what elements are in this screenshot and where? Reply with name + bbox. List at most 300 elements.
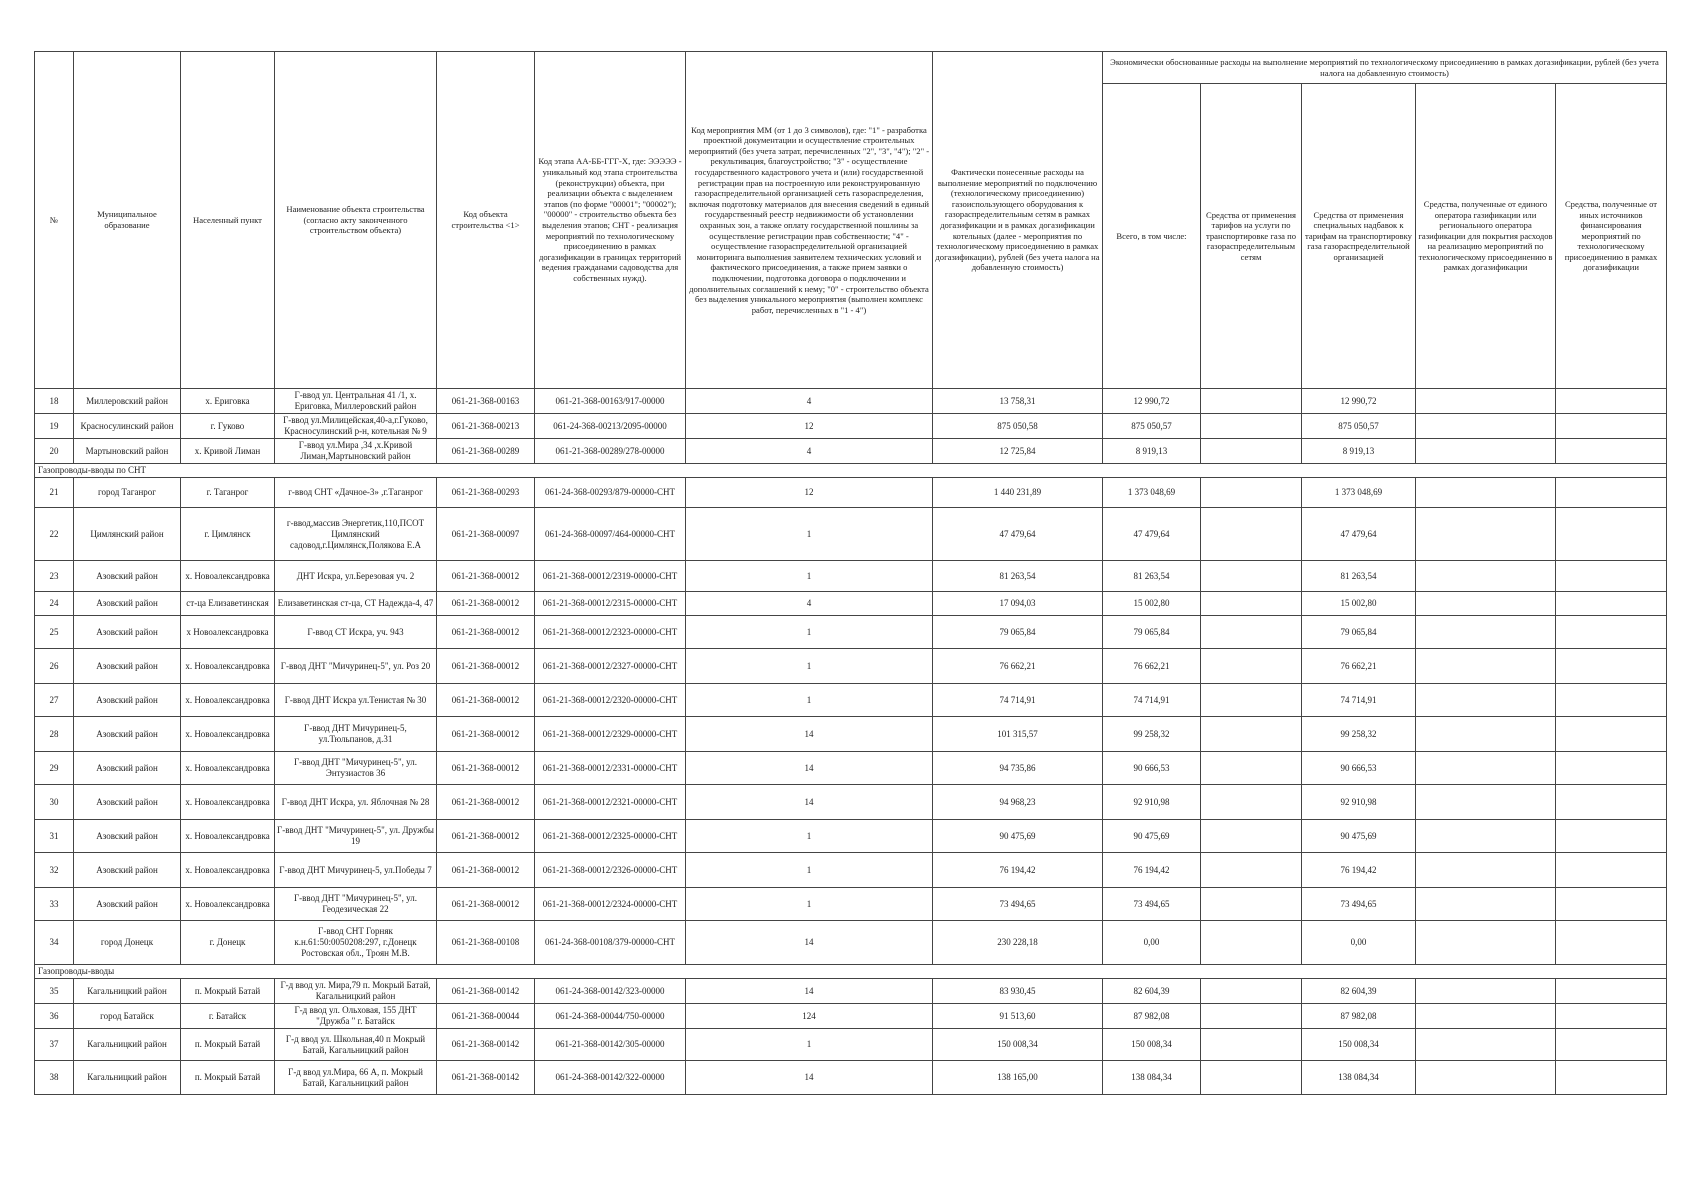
actual-costs-cell: 73 494,65: [933, 888, 1103, 921]
stage-code-cell: 061-21-368-00012/2331-00000-СНТ: [535, 752, 686, 785]
total-cell: 81 263,54: [1103, 561, 1201, 592]
table-row: [35, 785, 1667, 820]
actual-costs-cell: 17 094,03: [933, 592, 1103, 616]
operator-funds-cell: [1416, 561, 1556, 592]
object-name-cell: Г-ввод ул.Мира ,34 ,х.Кривой Лиман,Мартыновский район: [275, 439, 437, 464]
other-funds-cell: [1556, 785, 1667, 820]
stage-code-cell: 061-21-368-00012/2325-00000-СНТ: [535, 820, 686, 853]
municipality-cell: Кагальницкий район: [74, 979, 181, 1004]
stage-code-cell: 061-24-368-00108/379-00000-СНТ: [535, 921, 686, 965]
settlement-cell: г. Донецк: [181, 921, 275, 965]
row-number: 28: [35, 717, 74, 752]
total-cell: 73 494,65: [1103, 888, 1201, 921]
other-funds-cell: [1556, 561, 1667, 592]
surcharge-funds-cell: 81 263,54: [1302, 561, 1416, 592]
tariff-funds-cell: [1201, 853, 1302, 888]
object-code-cell: 061-21-368-00012: [437, 616, 535, 649]
object-name-cell: Г-ввод ДНТ "Мичуринец-5", ул. Геодезическая 22: [275, 888, 437, 921]
table-row: [35, 921, 1667, 965]
row-number: 19: [35, 414, 74, 439]
stage-code-cell: 061-24-368-00142/323-00000: [535, 979, 686, 1004]
row-number: 18: [35, 389, 74, 414]
total-cell: 47 479,64: [1103, 508, 1201, 561]
section-row: [35, 464, 1667, 478]
municipality-cell: Азовский район: [74, 649, 181, 684]
municipality-cell: Азовский район: [74, 684, 181, 717]
operator-funds-cell: [1416, 1004, 1556, 1029]
activity-code-cell: 1: [686, 508, 933, 561]
table-row: [35, 414, 1667, 439]
object-name-cell: Г-ввод ДНТ Искра ул.Тенистая № 30: [275, 684, 437, 717]
activity-code-cell: 14: [686, 752, 933, 785]
activity-code-cell: 1: [686, 853, 933, 888]
other-funds-cell: [1556, 1029, 1667, 1061]
activity-code-cell: 1: [686, 888, 933, 921]
actual-costs-cell: 81 263,54: [933, 561, 1103, 592]
table-row: [35, 439, 1667, 464]
surcharge-funds-cell: 875 050,57: [1302, 414, 1416, 439]
other-funds-cell: [1556, 820, 1667, 853]
tariff-funds-cell: [1201, 439, 1302, 464]
stage-code-cell: 061-21-368-00142/305-00000: [535, 1029, 686, 1061]
stage-code-cell: 061-21-368-00289/278-00000: [535, 439, 686, 464]
surcharge-funds-cell: 150 008,34: [1302, 1029, 1416, 1061]
municipality-cell: Азовский район: [74, 717, 181, 752]
total-cell: 76 194,42: [1103, 853, 1201, 888]
tariff-funds-cell: [1201, 785, 1302, 820]
section-label-snt: Газопроводы-вводы по СНТ: [35, 464, 1667, 478]
settlement-cell: х. Новоалександровка: [181, 853, 275, 888]
table-row: [35, 1004, 1667, 1029]
row-number: 34: [35, 921, 74, 965]
settlement-cell: п. Мокрый Батай: [181, 1029, 275, 1061]
total-cell: 99 258,32: [1103, 717, 1201, 752]
tariff-funds-cell: [1201, 684, 1302, 717]
operator-funds-cell: [1416, 1029, 1556, 1061]
operator-funds-cell: [1416, 853, 1556, 888]
operator-funds-cell: [1416, 785, 1556, 820]
other-funds-cell: [1556, 752, 1667, 785]
gasification-table: [34, 51, 1667, 1095]
col-header-tariff-funds: Средства от применения тарифов на услуги по транспортировке газа по газораспределительным сетям: [1201, 84, 1302, 389]
table-row: [35, 616, 1667, 649]
table-row: [35, 820, 1667, 853]
operator-funds-cell: [1416, 439, 1556, 464]
table-row: [35, 684, 1667, 717]
other-funds-cell: [1556, 478, 1667, 508]
row-number: 36: [35, 1004, 74, 1029]
other-funds-cell: [1556, 616, 1667, 649]
settlement-cell: х. Новоалександровка: [181, 888, 275, 921]
object-code-cell: 061-21-368-00012: [437, 888, 535, 921]
actual-costs-cell: 138 165,00: [933, 1061, 1103, 1095]
municipality-cell: Красносулинский район: [74, 414, 181, 439]
col-header-surcharge-funds: Средства от применения специальных надбавок к тарифам на транспортировку газа газораспределительной организацией: [1302, 84, 1416, 389]
municipality-cell: Кагальницкий район: [74, 1029, 181, 1061]
other-funds-cell: [1556, 853, 1667, 888]
object-code-cell: 061-21-368-00044: [437, 1004, 535, 1029]
object-name-cell: Г-ввод ДНТ Мичуринец-5, ул.Тюльпанов, д.31: [275, 717, 437, 752]
actual-costs-cell: 90 475,69: [933, 820, 1103, 853]
col-header-object-code: Код объекта строительства <1>: [437, 52, 535, 389]
surcharge-funds-cell: 90 666,53: [1302, 752, 1416, 785]
col-header-operator-funds: Средства, полученные от единого оператора газификации или регионального оператора газификации для покрытия расходов на реализацию мероприятий по технологическому присоединению в рамках догазификации: [1416, 84, 1556, 389]
activity-code-cell: 1: [686, 561, 933, 592]
settlement-cell: х. Ериговка: [181, 389, 275, 414]
actual-costs-cell: 47 479,64: [933, 508, 1103, 561]
actual-costs-cell: 79 065,84: [933, 616, 1103, 649]
tariff-funds-cell: [1201, 478, 1302, 508]
surcharge-funds-cell: 82 604,39: [1302, 979, 1416, 1004]
table-row: [35, 717, 1667, 752]
surcharge-funds-cell: 138 084,34: [1302, 1061, 1416, 1095]
total-cell: 12 990,72: [1103, 389, 1201, 414]
object-name-cell: ДНТ Искра, ул.Березовая уч. 2: [275, 561, 437, 592]
activity-code-cell: 1: [686, 820, 933, 853]
tariff-funds-cell: [1201, 414, 1302, 439]
settlement-cell: х. Новоалександровка: [181, 820, 275, 853]
other-funds-cell: [1556, 508, 1667, 561]
operator-funds-cell: [1416, 1061, 1556, 1095]
object-code-cell: 061-21-368-00163: [437, 389, 535, 414]
section-row: [35, 965, 1667, 979]
row-number: 29: [35, 752, 74, 785]
table-row: [35, 1061, 1667, 1095]
object-name-cell: г-ввод,массив Энергетик,110,ПСОТ Цимлянский садовод,г.Цимлянск,Полякова Е.А: [275, 508, 437, 561]
object-name-cell: г-ввод СНТ «Дачное-3» ,г.Таганрог: [275, 478, 437, 508]
operator-funds-cell: [1416, 508, 1556, 561]
stage-code-cell: 061-21-368-00012/2329-00000-СНТ: [535, 717, 686, 752]
surcharge-funds-cell: 87 982,08: [1302, 1004, 1416, 1029]
other-funds-cell: [1556, 389, 1667, 414]
other-funds-cell: [1556, 1061, 1667, 1095]
settlement-cell: х. Кривой Лиман: [181, 439, 275, 464]
object-code-cell: 061-21-368-00108: [437, 921, 535, 965]
surcharge-funds-cell: 99 258,32: [1302, 717, 1416, 752]
municipality-cell: Азовский район: [74, 785, 181, 820]
object-name-cell: Елизаветинская ст-ца, СТ Надежда-4, 47: [275, 592, 437, 616]
operator-funds-cell: [1416, 820, 1556, 853]
settlement-cell: х. Новоалександровка: [181, 684, 275, 717]
actual-costs-cell: 76 662,21: [933, 649, 1103, 684]
activity-code-cell: 1: [686, 616, 933, 649]
surcharge-funds-cell: 79 065,84: [1302, 616, 1416, 649]
activity-code-cell: 12: [686, 478, 933, 508]
object-code-cell: 061-21-368-00293: [437, 478, 535, 508]
operator-funds-cell: [1416, 649, 1556, 684]
object-name-cell: Г-д ввод ул. Школьная,40 п Мокрый Батай, Кагальницкий район: [275, 1029, 437, 1061]
activity-code-cell: 14: [686, 979, 933, 1004]
surcharge-funds-cell: 12 990,72: [1302, 389, 1416, 414]
other-funds-cell: [1556, 979, 1667, 1004]
row-number: 33: [35, 888, 74, 921]
table-row: [35, 561, 1667, 592]
object-name-cell: Г-ввод ДНТ "Мичуринец-5", ул. Роз 20: [275, 649, 437, 684]
stage-code-cell: 061-21-368-00012/2326-00000-СНТ: [535, 853, 686, 888]
municipality-cell: Азовский район: [74, 853, 181, 888]
object-code-cell: 061-21-368-00097: [437, 508, 535, 561]
object-code-cell: 061-21-368-00012: [437, 649, 535, 684]
settlement-cell: х. Новоалександровка: [181, 717, 275, 752]
object-name-cell: Г-д ввод ул. Ольховая, 155 ДНТ "Дружба " г. Батайск: [275, 1004, 437, 1029]
tariff-funds-cell: [1201, 717, 1302, 752]
table-row: [35, 592, 1667, 616]
stage-code-cell: 061-21-368-00012/2319-00000-СНТ: [535, 561, 686, 592]
surcharge-funds-cell: 73 494,65: [1302, 888, 1416, 921]
object-code-cell: 061-21-368-00012: [437, 592, 535, 616]
activity-code-cell: 14: [686, 921, 933, 965]
tariff-funds-cell: [1201, 508, 1302, 561]
stage-code-cell: 061-21-368-00012/2324-00000-СНТ: [535, 888, 686, 921]
actual-costs-cell: 12 725,84: [933, 439, 1103, 464]
activity-code-cell: 4: [686, 439, 933, 464]
table-row: [35, 389, 1667, 414]
object-code-cell: 061-21-368-00012: [437, 853, 535, 888]
total-cell: 0,00: [1103, 921, 1201, 965]
activity-code-cell: 12: [686, 414, 933, 439]
tariff-funds-cell: [1201, 389, 1302, 414]
tariff-funds-cell: [1201, 1061, 1302, 1095]
total-cell: 875 050,57: [1103, 414, 1201, 439]
total-cell: 1 373 048,69: [1103, 478, 1201, 508]
object-code-cell: 061-21-368-00289: [437, 439, 535, 464]
table-row: [35, 752, 1667, 785]
other-funds-cell: [1556, 684, 1667, 717]
table-row: [35, 649, 1667, 684]
actual-costs-cell: 1 440 231,89: [933, 478, 1103, 508]
operator-funds-cell: [1416, 888, 1556, 921]
object-name-cell: Г-д ввод ул. Мира,79 п. Мокрый Батай, Кагальницкий район: [275, 979, 437, 1004]
activity-code-cell: 4: [686, 389, 933, 414]
total-cell: 82 604,39: [1103, 979, 1201, 1004]
actual-costs-cell: 101 315,57: [933, 717, 1103, 752]
total-cell: 150 008,34: [1103, 1029, 1201, 1061]
object-name-cell: Г-ввод СТ Искра, уч. 943: [275, 616, 437, 649]
settlement-cell: х. Новоалександровка: [181, 752, 275, 785]
actual-costs-cell: 875 050,58: [933, 414, 1103, 439]
municipality-cell: город Батайск: [74, 1004, 181, 1029]
activity-code-cell: 4: [686, 592, 933, 616]
municipality-cell: Азовский район: [74, 616, 181, 649]
activity-code-cell: 124: [686, 1004, 933, 1029]
table-row: [35, 1029, 1667, 1061]
row-number: 23: [35, 561, 74, 592]
stage-code-cell: 061-21-368-00012/2315-00000-СНТ: [535, 592, 686, 616]
surcharge-funds-cell: 1 373 048,69: [1302, 478, 1416, 508]
tariff-funds-cell: [1201, 979, 1302, 1004]
tariff-funds-cell: [1201, 592, 1302, 616]
other-funds-cell: [1556, 439, 1667, 464]
other-funds-cell: [1556, 717, 1667, 752]
activity-code-cell: 14: [686, 717, 933, 752]
operator-funds-cell: [1416, 616, 1556, 649]
row-number: 31: [35, 820, 74, 853]
actual-costs-cell: 230 228,18: [933, 921, 1103, 965]
other-funds-cell: [1556, 1004, 1667, 1029]
operator-funds-cell: [1416, 389, 1556, 414]
municipality-cell: Азовский район: [74, 561, 181, 592]
surcharge-funds-cell: 8 919,13: [1302, 439, 1416, 464]
other-funds-cell: [1556, 649, 1667, 684]
object-name-cell: Г-ввод ДНТ "Мичуринец-5", ул. Дружбы 19: [275, 820, 437, 853]
object-name-cell: Г-д ввод ул.Мира, 66 А, п. Мокрый Батай, Кагальницкий район: [275, 1061, 437, 1095]
actual-costs-cell: 150 008,34: [933, 1029, 1103, 1061]
activity-code-cell: 1: [686, 1029, 933, 1061]
stage-code-cell: 061-21-368-00012/2323-00000-СНТ: [535, 616, 686, 649]
stage-code-cell: 061-21-368-00012/2327-00000-СНТ: [535, 649, 686, 684]
other-funds-cell: [1556, 414, 1667, 439]
table-row: [35, 853, 1667, 888]
col-header-stage-code: Код этапа АА-ББ-ГГГ-Х, где: ЭЭЭЭЭ - уникальный код этапа строительства (реконструкции) объекта, при реализации объекта с выделением этапов (по форме "00001"; "00002"); "00000" - строительство объекта без выделения этапов; СНТ - реализация мероприятий по технологическому присоединению в рамках догазификации в границах территорий ведения гражданами садоводства для собственных нужд).: [535, 52, 686, 389]
surcharge-funds-cell: 92 910,98: [1302, 785, 1416, 820]
row-number: 35: [35, 979, 74, 1004]
object-code-cell: 061-21-368-00213: [437, 414, 535, 439]
object-code-cell: 061-21-368-00142: [437, 1061, 535, 1095]
object-name-cell: Г-ввод ул. Центральная 41 /1, х. Ериговка, Миллеровский район: [275, 389, 437, 414]
actual-costs-cell: 83 930,45: [933, 979, 1103, 1004]
settlement-cell: х Новоалександровка: [181, 616, 275, 649]
object-name-cell: Г-ввод ДНТ "Мичуринец-5", ул. Энтузиастов 36: [275, 752, 437, 785]
tariff-funds-cell: [1201, 561, 1302, 592]
settlement-cell: х. Новоалександровка: [181, 785, 275, 820]
object-code-cell: 061-21-368-00012: [437, 752, 535, 785]
tariff-funds-cell: [1201, 888, 1302, 921]
col-header-activity-code: Код мероприятия ММ (от 1 до 3 символов), где: "1" - разработка проектной документации и осуществление строительных мероприятий (без учета затрат, перечисленных "2", "3", "4"); "2" - рекультивация, благоустройство; "3" - осуществление государственного кадастрового учета и (или) государственной регистрации прав на построенную или реконструированную газораспределительной организацией сеть газораспределения, включая подготовку материалов для внесения сведений в единый государственный реестр недвижимости об установлении охранных зон, а также оплату государственной пошлины за осуществление регистрации прав собственности; "4" - осуществление газораспределительной организацией мониторинга выполнения заявителем технических условий и фактического присоединения, а также прием заявки о подключении, подготовка договора о подключении и дополнительных соглашений к нему; "0" - строительство объекта без выделения уникального мероприятия (выполнен комплекс работ, перечисленных в "1 - 4"): [686, 52, 933, 389]
operator-funds-cell: [1416, 752, 1556, 785]
stage-code-cell: 061-24-368-00293/879-00000-СНТ: [535, 478, 686, 508]
total-cell: 87 982,08: [1103, 1004, 1201, 1029]
row-number: 38: [35, 1061, 74, 1095]
surcharge-funds-cell: 74 714,91: [1302, 684, 1416, 717]
operator-funds-cell: [1416, 684, 1556, 717]
col-header-group-justified-costs: Экономически обоснованные расходы на выполнение мероприятий по технологическому присоединению в рамках догазификации, рублей (без учета налога на добавленную стоимость): [1103, 52, 1667, 84]
surcharge-funds-cell: 47 479,64: [1302, 508, 1416, 561]
total-cell: 15 002,80: [1103, 592, 1201, 616]
row-number: 24: [35, 592, 74, 616]
total-cell: 92 910,98: [1103, 785, 1201, 820]
operator-funds-cell: [1416, 478, 1556, 508]
stage-code-cell: 061-24-368-00142/322-00000: [535, 1061, 686, 1095]
actual-costs-cell: 74 714,91: [933, 684, 1103, 717]
municipality-cell: Кагальницкий район: [74, 1061, 181, 1095]
activity-code-cell: 14: [686, 785, 933, 820]
stage-code-cell: 061-24-368-00213/2095-00000: [535, 414, 686, 439]
row-number: 21: [35, 478, 74, 508]
object-code-cell: 061-21-368-00012: [437, 717, 535, 752]
actual-costs-cell: 94 968,23: [933, 785, 1103, 820]
section-label-inputs: Газопроводы-вводы: [35, 965, 1667, 979]
activity-code-cell: 1: [686, 649, 933, 684]
table-row: [35, 888, 1667, 921]
surcharge-funds-cell: 76 194,42: [1302, 853, 1416, 888]
activity-code-cell: 14: [686, 1061, 933, 1095]
municipality-cell: Азовский район: [74, 820, 181, 853]
object-code-cell: 061-21-368-00142: [437, 1029, 535, 1061]
settlement-cell: г. Гуково: [181, 414, 275, 439]
operator-funds-cell: [1416, 979, 1556, 1004]
row-number: 26: [35, 649, 74, 684]
stage-code-cell: 061-21-368-00012/2320-00000-СНТ: [535, 684, 686, 717]
operator-funds-cell: [1416, 921, 1556, 965]
table-row: [35, 508, 1667, 561]
col-header-settlement: Населенный пункт: [181, 52, 275, 389]
settlement-cell: г. Батайск: [181, 1004, 275, 1029]
settlement-cell: ст-ца Елизаветинская: [181, 592, 275, 616]
actual-costs-cell: 76 194,42: [933, 853, 1103, 888]
object-name-cell: Г-ввод СНТ Горняк к.н.61:50:0050208:297, г.Донецк Ростовская обл., Троян М.В.: [275, 921, 437, 965]
stage-code-cell: 061-21-368-00163/917-00000: [535, 389, 686, 414]
actual-costs-cell: 13 758,31: [933, 389, 1103, 414]
stage-code-cell: 061-24-368-00097/464-00000-СНТ: [535, 508, 686, 561]
object-name-cell: Г-ввод ДНТ Мичуринец-5, ул.Победы 7: [275, 853, 437, 888]
object-name-cell: Г-ввод ДНТ Искра, ул. Яблочная № 28: [275, 785, 437, 820]
row-number: 32: [35, 853, 74, 888]
operator-funds-cell: [1416, 717, 1556, 752]
tariff-funds-cell: [1201, 616, 1302, 649]
settlement-cell: п. Мокрый Батай: [181, 1061, 275, 1095]
col-header-object-name: Наименование объекта строительства (согласно акту законченного строительством объекта): [275, 52, 437, 389]
total-cell: 90 666,53: [1103, 752, 1201, 785]
table-row: [35, 979, 1667, 1004]
tariff-funds-cell: [1201, 1029, 1302, 1061]
total-cell: 76 662,21: [1103, 649, 1201, 684]
operator-funds-cell: [1416, 414, 1556, 439]
col-header-num: №: [35, 52, 74, 389]
col-header-total: Всего, в том числе:: [1103, 84, 1201, 389]
row-number: 30: [35, 785, 74, 820]
object-name-cell: Г-ввод ул.Милицейская,40-а,г.Гуково, Красносулинский р-н, котельная № 9: [275, 414, 437, 439]
row-number: 22: [35, 508, 74, 561]
report-page: [34, 51, 1666, 1095]
table-row: [35, 478, 1667, 508]
surcharge-funds-cell: 90 475,69: [1302, 820, 1416, 853]
object-code-cell: 061-21-368-00012: [437, 820, 535, 853]
total-cell: 90 475,69: [1103, 820, 1201, 853]
surcharge-funds-cell: 0,00: [1302, 921, 1416, 965]
tariff-funds-cell: [1201, 820, 1302, 853]
tariff-funds-cell: [1201, 752, 1302, 785]
row-number: 20: [35, 439, 74, 464]
municipality-cell: город Таганрог: [74, 478, 181, 508]
municipality-cell: Миллеровский район: [74, 389, 181, 414]
settlement-cell: х. Новоалександровка: [181, 561, 275, 592]
actual-costs-cell: 94 735,86: [933, 752, 1103, 785]
other-funds-cell: [1556, 888, 1667, 921]
stage-code-cell: 061-24-368-00044/750-00000: [535, 1004, 686, 1029]
total-cell: 74 714,91: [1103, 684, 1201, 717]
col-header-municipality: Муниципальное образование: [74, 52, 181, 389]
col-header-actual-costs: Фактически понесенные расходы на выполнение мероприятий по подключению (технологическому присоединению) газоиспользующего оборудования к газораспределительным сетям в рамках догазификации и в рамках догазификации котельных (далее - мероприятия по технологическому присоединению в рамках догазификации), рублей (без учета налога на добавленную стоимость): [933, 52, 1103, 389]
surcharge-funds-cell: 76 662,21: [1302, 649, 1416, 684]
activity-code-cell: 1: [686, 684, 933, 717]
municipality-cell: Азовский район: [74, 752, 181, 785]
object-code-cell: 061-21-368-00012: [437, 684, 535, 717]
total-cell: 8 919,13: [1103, 439, 1201, 464]
tariff-funds-cell: [1201, 1004, 1302, 1029]
operator-funds-cell: [1416, 592, 1556, 616]
object-code-cell: 061-21-368-00142: [437, 979, 535, 1004]
settlement-cell: г. Таганрог: [181, 478, 275, 508]
municipality-cell: город Донецк: [74, 921, 181, 965]
object-code-cell: 061-21-368-00012: [437, 561, 535, 592]
stage-code-cell: 061-21-368-00012/2321-00000-СНТ: [535, 785, 686, 820]
municipality-cell: Мартыновский район: [74, 439, 181, 464]
tariff-funds-cell: [1201, 921, 1302, 965]
total-cell: 138 084,34: [1103, 1061, 1201, 1095]
row-number: 37: [35, 1029, 74, 1061]
municipality-cell: Азовский район: [74, 592, 181, 616]
actual-costs-cell: 91 513,60: [933, 1004, 1103, 1029]
